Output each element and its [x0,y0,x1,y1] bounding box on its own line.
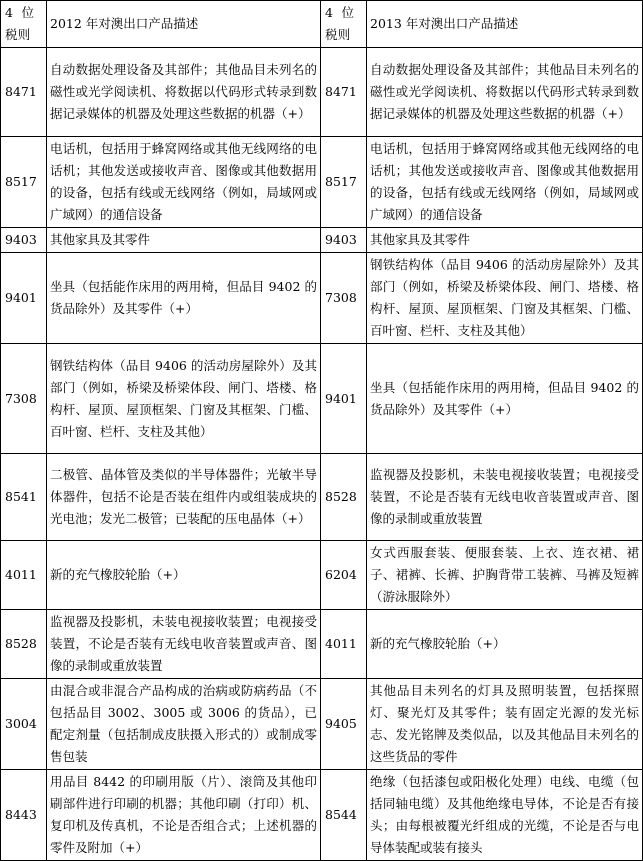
code-2013-cell: 9405 [321,679,367,770]
desc-2013-cell: 女式西服套装、便服套装、上衣、连衣裙、裙子、裙裤、长裤、护胸背带工装裤、马裤及短裤（游泳服除外） [367,541,643,610]
code-2012-cell: 8517 [1,137,47,228]
desc-2012-cell: 电话机，包括用于蜂窝网络或其他无线网络的电话机；其他发送或接收声音、图像或其他数据用的设备，包括有线或无线网络（例如，局域网或广域网）的通信设备 [47,137,321,228]
desc-2013-cell: 钢铁结构体（品目 9406 的活动房屋除外）及其部门（例如，桥梁及桥梁体段、闸门、塔楼、格构杆、屋顶、屋顶框架、门窗及其框架、门槛、百叶窗、栏杆、支柱及其他） [367,253,643,344]
table-row [1,344,643,454]
code-2012-cell: 8541 [1,454,47,541]
code-2012-cell: 3004 [1,679,47,770]
table-row [1,679,643,770]
table-row [1,48,643,137]
desc-2013-cell: 电话机，包括用于蜂窝网络或其他无线网络的电话机；其他发送或接收声音、图像或其他数据用的设备，包括有线或无线网络（例如，局域网或广域网）的通信设备 [367,137,643,228]
code-2013-cell: 4011 [321,610,367,679]
code-2013-cell: 8471 [321,48,367,137]
code-2013-cell: 8528 [321,454,367,541]
code-2013-cell: 9403 [321,228,367,253]
desc-2012-cell: 由混合或非混合产品构成的治病或防病药品（不包括品目 3002、3005 或 3006 的货品），已配定剂量（包括制成皮肤摄入形式的）或制成零售包装 [47,679,321,770]
desc-2012-cell: 其他家具及其零件 [47,228,321,253]
desc-2012-cell: 钢铁结构体（品目 9406 的活动房屋除外）及其部门（例如，桥梁及桥梁体段、闸门、塔楼、格构杆、屋顶、屋顶框架、门窗及其框架、门槛、百叶窗、栏杆、支柱及其他） [47,344,321,454]
desc-2012-cell: 用品目 8442 的印刷用版（片）、滚筒及其他印刷部件进行印刷的机器；其他印刷（打印）机、复印机及传真机，不论是否组合式；上述机器的零件及附加（+） [47,770,321,861]
header-code-2013-line2: 税则 [325,27,351,42]
table-row [1,253,643,344]
desc-2012-cell: 自动数据处理设备及其部件；其他品目未列名的磁性或光学阅读机、将数据以代码形式转录到数据记录媒体的机器及处理这些数据的机器（+） [47,48,321,137]
header-code-2012-line1: 4 位 [5,5,35,20]
header-code-2013-line1: 4 位 [325,5,355,20]
code-2013-cell: 7308 [321,253,367,344]
desc-2013-cell: 坐具（包括能作床用的两用椅，但品目 9402 的货品除外）及其零件（+） [367,344,643,454]
desc-2013-cell: 其他家具及其零件 [367,228,643,253]
header-code-2012 [1,1,47,48]
code-2012-cell: 8471 [1,48,47,137]
table-row [1,610,643,679]
header-code-2012-line2: 税则 [5,27,31,42]
header-desc-2012: 2012 年对澳出口产品描述 [47,1,321,48]
desc-2013-cell: 自动数据处理设备及其部件；其他品目未列名的磁性或光学阅读机、将数据以代码形式转录到数据记录媒体的机器及处理这些数据的机器（+） [367,48,643,137]
table-row [1,137,643,228]
table-row [1,228,643,253]
code-2013-cell: 6204 [321,541,367,610]
desc-2012-cell: 二极管、晶体管及类似的半导体器件；光敏半导体器件，包括不论是否装在组件内或组装成块的光电池；发光二极管；已装配的压电晶体（+） [47,454,321,541]
table-row [1,454,643,541]
code-2013-cell: 8544 [321,770,367,861]
code-2012-cell: 9403 [1,228,47,253]
code-2012-cell: 9401 [1,253,47,344]
desc-2012-cell: 坐具（包括能作床用的两用椅，但品目 9402 的货品除外）及其零件（+） [47,253,321,344]
table-row [1,541,643,610]
header-desc-2013: 2013 年对澳出口产品描述 [367,1,643,48]
desc-2012-cell: 监视器及投影机，未装电视接收装置；电视接受装置，不论是否装有无线电收音装置或声音、图像的录制或重放装置 [47,610,321,679]
desc-2013-cell: 绝缘（包括漆包或阳极化处理）电线、电缆（包括同轴电缆）及其他绝缘电导体，不论是否有接头；由每根被覆光纤组成的光缆，不论是否与电导体装配或装有接头 [367,770,643,861]
code-2013-cell: 9401 [321,344,367,454]
desc-2012-cell: 新的充气橡胶轮胎（+） [47,541,321,610]
code-2012-cell: 7308 [1,344,47,454]
code-2012-cell: 8528 [1,610,47,679]
header-code-2013 [321,1,367,48]
table-row [1,770,643,861]
code-2012-cell: 8443 [1,770,47,861]
desc-2013-cell: 监视器及投影机，未装电视接收装置；电视接受装置，不论是否装有无线电收音装置或声音、图像的录制或重放装置 [367,454,643,541]
table-header-row [1,1,643,48]
code-2012-cell: 4011 [1,541,47,610]
desc-2013-cell: 新的充气橡胶轮胎（+） [367,610,643,679]
code-2013-cell: 8517 [321,137,367,228]
desc-2013-cell: 其他品目未列名的灯具及照明装置，包括探照灯、聚光灯及其零件；装有固定光源的发光标志、发光铭牌及类似品，以及其他品目未列名的这些货品的零件 [367,679,643,770]
